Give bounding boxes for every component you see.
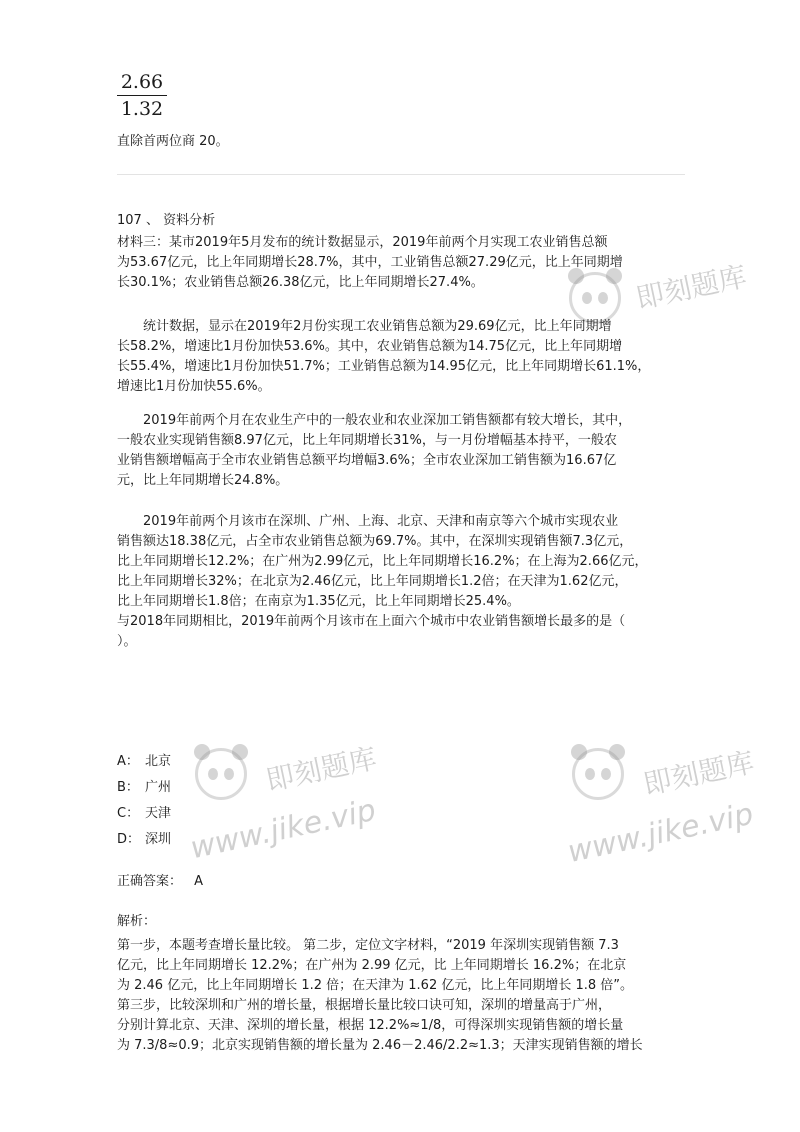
previous-analysis-note: 直除首两位商 20。 — [117, 134, 229, 149]
text-line: 一般农业实现销售额8.97亿元，比上年同期增长31%，与一月份增幅基本持平，一般农 — [117, 433, 617, 448]
text-line: 比上年同期增长1.8倍；在南京为1.35亿元，比上年同期增长25.4%。 — [117, 594, 520, 609]
material-paragraph-4 — [117, 512, 685, 652]
text-line: 材料三：某市2019年5月发布的统计数据显示，2019年前两个月实现工农业销售总额 — [117, 235, 608, 250]
text-line: 亿元，比上年同期增长 12.2%；在广州为 2.99 亿元，比 上年同期增长 16.2%；在北京 — [117, 958, 627, 973]
text-line: 2019年前两个月在农业生产中的一般农业和农业深加工销售额都有较大增长，其中， — [117, 413, 632, 428]
watermark-brand: 即刻题库 — [263, 741, 380, 798]
option-key: B： — [117, 780, 139, 795]
material-paragraph-3 — [117, 411, 685, 491]
option-text: 天津 — [145, 806, 172, 821]
text-line: 分别计算北京、天津、深圳的增长量，根据 12.2%≈1/8，可得深圳实现销售额的增长量 — [117, 1018, 624, 1033]
fraction-numerator: 2.66 — [120, 71, 164, 93]
question-header: 107 、 资料分析 — [117, 213, 216, 228]
material-paragraph-1 — [117, 233, 685, 293]
analysis-label: 解析： — [117, 914, 157, 929]
text-line: 为 2.46 亿元，比上年同期增长 1.2 倍；在天津为 1.62 亿元，比上年同期增长 1.8 倍”。 — [117, 978, 634, 993]
text-line: 第三步，比较深圳和广州的增长量，根据增长量比较口诀可知，深圳的增量高于广州， — [117, 998, 612, 1013]
option-d[interactable] — [117, 830, 171, 850]
fraction-denominator: 1.32 — [120, 98, 164, 120]
option-c[interactable] — [117, 804, 171, 824]
watermark-url: www.jike.vip — [187, 792, 379, 867]
text-line: 统计数据，显示在2019年2月份实现工农业销售总额为29.69亿元，比上年同期增 — [117, 319, 612, 334]
watermark-brand: 即刻题库 — [633, 259, 750, 316]
question-stem-line: ）。 — [117, 634, 137, 649]
text-line: 为53.67亿元，比上年同期增长28.7%，其中，工业销售总额27.29亿元，比上年同期增 — [117, 255, 623, 270]
text-line: 增速比1月份加快55.6%。 — [117, 379, 271, 394]
option-text: 深圳 — [145, 832, 172, 847]
material-paragraph-2 — [117, 317, 685, 397]
text-line: 长30.1%；农业销售总额26.38亿元，比上年同期增长27.4%。 — [117, 275, 484, 290]
option-key: A： — [117, 754, 139, 769]
text-line: 元，比上年同期增长24.8%。 — [117, 473, 289, 488]
option-a[interactable] — [117, 752, 171, 772]
text-line: 比上年同期增长12.2%；在广州为2.99亿元，比上年同期增长16.2%；在上海为2.66亿元， — [117, 554, 648, 569]
watermark-brand: 即刻题库 — [640, 745, 757, 802]
answer-value: A — [194, 874, 204, 889]
question-stem-line: 与2018年同期相比，2019年前两个月该市在上面六个城市中农业销售额增长最多的是（ — [117, 614, 626, 629]
fraction-bar — [117, 95, 167, 96]
panda-logo-icon — [195, 748, 247, 800]
option-text: 北京 — [145, 754, 172, 769]
correct-answer — [117, 872, 203, 892]
option-key: C： — [117, 806, 140, 821]
text-line: 比上年同期增长32%；在北京为2.46亿元，比上年同期增长1.2倍；在天津为1.62亿元， — [117, 574, 628, 589]
text-line: 为 7.3/8≈0.9；北京实现销售额的增长量为 2.46－2.46/2.2≈1.3；天津实现销售额的增长 — [117, 1038, 643, 1053]
text-line: 长58.2%，增速比1月份加快53.6%。其中，农业销售总额为14.75亿元，比上年同期增 — [117, 339, 623, 354]
text-line: 销售额达18.38亿元，占全市农业销售总额为69.7%。其中，在深圳实现销售额7.3亿元， — [117, 534, 633, 549]
text-line: 业销售额增幅高于全市农业销售总额平均增幅3.6%；全市农业深加工销售额为16.67亿 — [117, 453, 617, 468]
analysis-body — [117, 936, 685, 1056]
option-key: D： — [117, 832, 141, 847]
text-line: 2019年前两个月该市在深圳、广州、上海、北京、天津和南京等六个城市实现农业 — [117, 514, 619, 529]
answer-label: 正确答案： — [117, 874, 183, 889]
panda-logo-icon — [572, 748, 624, 800]
fraction-formula — [117, 72, 167, 119]
text-line: 长55.4%，增速比1月份加快51.7%；工业销售总额为14.95亿元，比上年同期增长61.1%， — [117, 359, 651, 374]
option-b[interactable] — [117, 778, 171, 798]
option-text: 广州 — [145, 780, 172, 795]
watermark-url: www.jike.vip — [564, 796, 757, 871]
section-divider — [117, 174, 685, 175]
text-line: 第一步，本题考查增长量比较。 第二步，定位文字材料，“2019 年深圳实现销售额 7.3 — [117, 938, 619, 953]
